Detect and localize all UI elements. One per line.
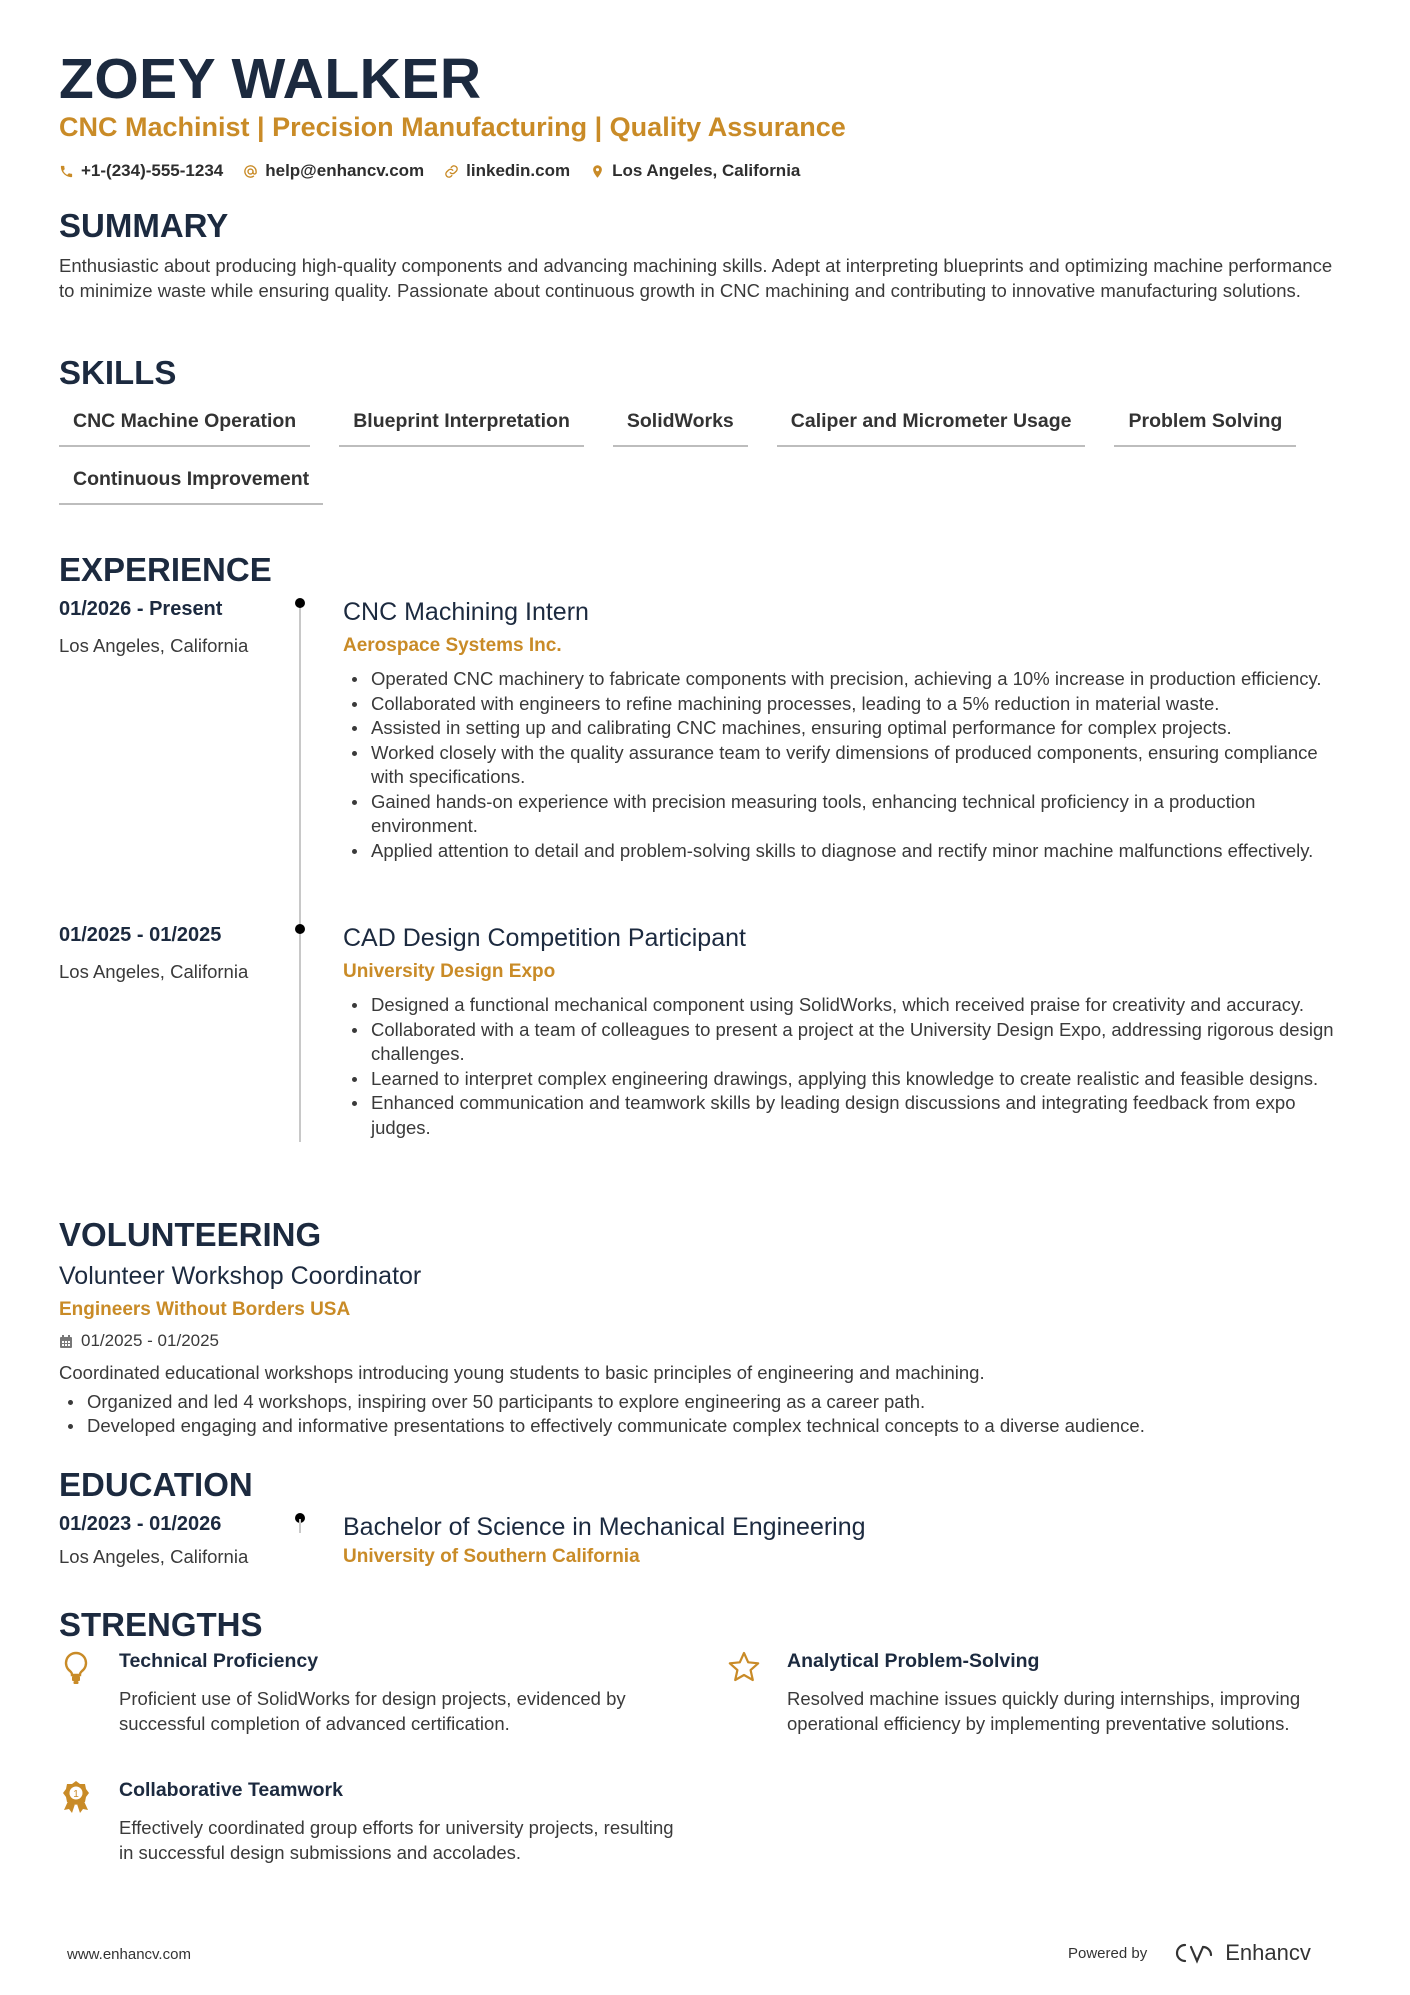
bullet-item: Gained hands-on experience with precision measuring tools, enhancing technical proficiency in a production environment.	[343, 790, 1351, 839]
entry-meta	[59, 1513, 289, 1568]
contact-row	[59, 161, 800, 181]
timeline-line	[299, 602, 301, 1142]
volunteer-org: Engineers Without Borders USA	[59, 1299, 351, 1320]
lightbulb-icon	[59, 1650, 93, 1686]
entry-location: Los Angeles, California	[59, 635, 249, 656]
bullet-item: Learned to interpret complex engineering drawings, applying this knowledge to create realistic and feasible designs.	[343, 1067, 1351, 1092]
brand-name: Enhancv	[1225, 1940, 1311, 1965]
entry-meta	[59, 598, 289, 657]
summary-text: Enthusiastic about producing high-quality components and advancing machining skills. Adept at interpreting blueprints and optimizing machine performance to minimize waste while ensuring quality. Passionate about continuous growth in CNC machining and contributing to innovative manufacturing solutions.	[59, 255, 1333, 301]
contact-linkedin[interactable]	[444, 161, 570, 181]
bullet-item: Collaborated with a team of colleagues to present a project at the University Design Expo, addressing rigorous design challenges.	[343, 1018, 1351, 1067]
entry-date: 01/2025 - 01/2025	[59, 924, 222, 946]
location-pin-icon	[590, 164, 605, 179]
footer-website-link[interactable]: www.enhancv.com	[67, 1946, 191, 1963]
entry-content	[343, 598, 1351, 863]
skill-tag: Continuous Improvement	[59, 462, 323, 505]
strength-description: Proficient use of SolidWorks for design projects, evidenced by successful completion of advanced certification.	[119, 1688, 626, 1734]
bullet-item: Enhanced communication and teamwork skills by leading design discussions and integrating feedback from expo judges.	[343, 1091, 1351, 1140]
education-date: 01/2023 - 01/2026	[59, 1513, 222, 1535]
footer-powered-by	[1068, 1940, 1311, 1966]
volunteer-role: Volunteer Workshop Coordinator	[59, 1262, 422, 1290]
phone-icon	[59, 164, 74, 179]
candidate-title: CNC Machinist | Precision Manufacturing | Quality Assurance	[59, 112, 846, 142]
star-icon	[727, 1650, 761, 1686]
skills-list	[59, 404, 1359, 505]
timeline-dot	[295, 924, 305, 934]
entry-location: Los Angeles, California	[59, 961, 249, 982]
award-ribbon-icon	[59, 1779, 93, 1815]
strengths-heading: STRENGTHS	[59, 1606, 263, 1643]
brand-logo[interactable]	[1171, 1940, 1311, 1966]
strength-title: Analytical Problem-Solving	[787, 1650, 1040, 1672]
skill-tag: Caliper and Micrometer Usage	[777, 404, 1086, 447]
calendar-icon	[59, 1334, 73, 1349]
bullet-item: Worked closely with the quality assurance team to verify dimensions of produced components, ensuring compliance with specifications.	[343, 741, 1351, 790]
strength-title: Technical Proficiency	[119, 1650, 319, 1672]
contact-location	[590, 161, 800, 181]
education-location: Los Angeles, California	[59, 1546, 249, 1567]
strength-title: Collaborative Teamwork	[119, 1779, 343, 1801]
skill-tag: Problem Solving	[1114, 404, 1296, 447]
volunteer-date: 01/2025 - 01/2025	[81, 1331, 220, 1350]
bullet-item: Developed engaging and informative presentations to effectively communicate complex technical concepts to a diverse audience.	[59, 1414, 1351, 1439]
education-heading: EDUCATION	[59, 1466, 253, 1503]
contact-email-text: help@enhancv.com	[265, 161, 425, 180]
strength-description: Resolved machine issues quickly during internships, improving operational efficiency by implementing preventative solutions.	[787, 1688, 1301, 1734]
entry-company: University Design Expo	[343, 961, 556, 982]
contact-email[interactable]	[243, 161, 424, 181]
link-icon	[444, 164, 459, 179]
entry-date: 01/2026 - Present	[59, 598, 223, 620]
skills-heading: SKILLS	[59, 354, 177, 391]
entry-bullets	[343, 993, 1351, 1140]
bullet-item: Organized and led 4 workshops, inspiring over 50 participants to explore engineering as a career path.	[59, 1390, 1351, 1415]
contact-phone[interactable]	[59, 161, 223, 181]
contact-phone-text: +1-(234)-555-1234	[81, 161, 224, 180]
education-school: University of Southern California	[343, 1546, 640, 1567]
entry-content	[343, 924, 1351, 1140]
experience-heading: EXPERIENCE	[59, 551, 272, 588]
powered-by-label: Powered by	[1068, 1944, 1148, 1962]
at-icon	[243, 164, 258, 179]
bullet-item: Assisted in setting up and calibrating CNC machines, ensuring optimal performance for complex projects.	[343, 716, 1351, 741]
skill-tag: CNC Machine Operation	[59, 404, 310, 447]
entry-bullets	[343, 667, 1351, 863]
bullet-item: Designed a functional mechanical component using SolidWorks, which received praise for creativity and accuracy.	[343, 993, 1351, 1018]
contact-location-text: Los Angeles, California	[612, 161, 801, 180]
contact-linkedin-text: linkedin.com	[466, 161, 571, 180]
strength-description: Effectively coordinated group efforts for university projects, resulting in successful design submissions and accolades.	[119, 1817, 674, 1863]
volunteer-bullets	[59, 1390, 1351, 1439]
skill-tag: SolidWorks	[613, 404, 748, 447]
entry-company: Aerospace Systems Inc.	[343, 635, 562, 656]
bullet-item: Collaborated with engineers to refine machining processes, leading to a 5% reduction in material waste.	[343, 692, 1351, 717]
bullet-item: Operated CNC machinery to fabricate components with precision, achieving a 10% increase in production efficiency.	[343, 667, 1351, 692]
candidate-name: ZOEY WALKER	[59, 47, 482, 111]
skill-tag: Blueprint Interpretation	[339, 404, 584, 447]
volunteering-entry	[59, 1262, 1351, 1439]
svg-text:1: 1	[73, 1789, 79, 1800]
enhancv-logo-icon	[1171, 1941, 1217, 1965]
summary-heading: SUMMARY	[59, 207, 229, 244]
volunteering-heading: VOLUNTEERING	[59, 1216, 322, 1253]
entry-meta	[59, 924, 289, 983]
volunteer-description: Coordinated educational workshops introducing young students to basic principles of engineering and machining.	[59, 1362, 985, 1383]
entry-content	[343, 1513, 1351, 1568]
entry-role: CNC Machining Intern	[343, 598, 589, 626]
bullet-item: Applied attention to detail and problem-solving skills to diagnose and rectify minor machine malfunctions effectively.	[343, 839, 1351, 864]
timeline-line	[299, 1519, 301, 1533]
entry-role: CAD Design Competition Participant	[343, 924, 746, 952]
volunteer-date-row	[59, 1331, 1351, 1351]
education-degree: Bachelor of Science in Mechanical Engineering	[343, 1513, 866, 1541]
timeline-dot	[295, 598, 305, 608]
